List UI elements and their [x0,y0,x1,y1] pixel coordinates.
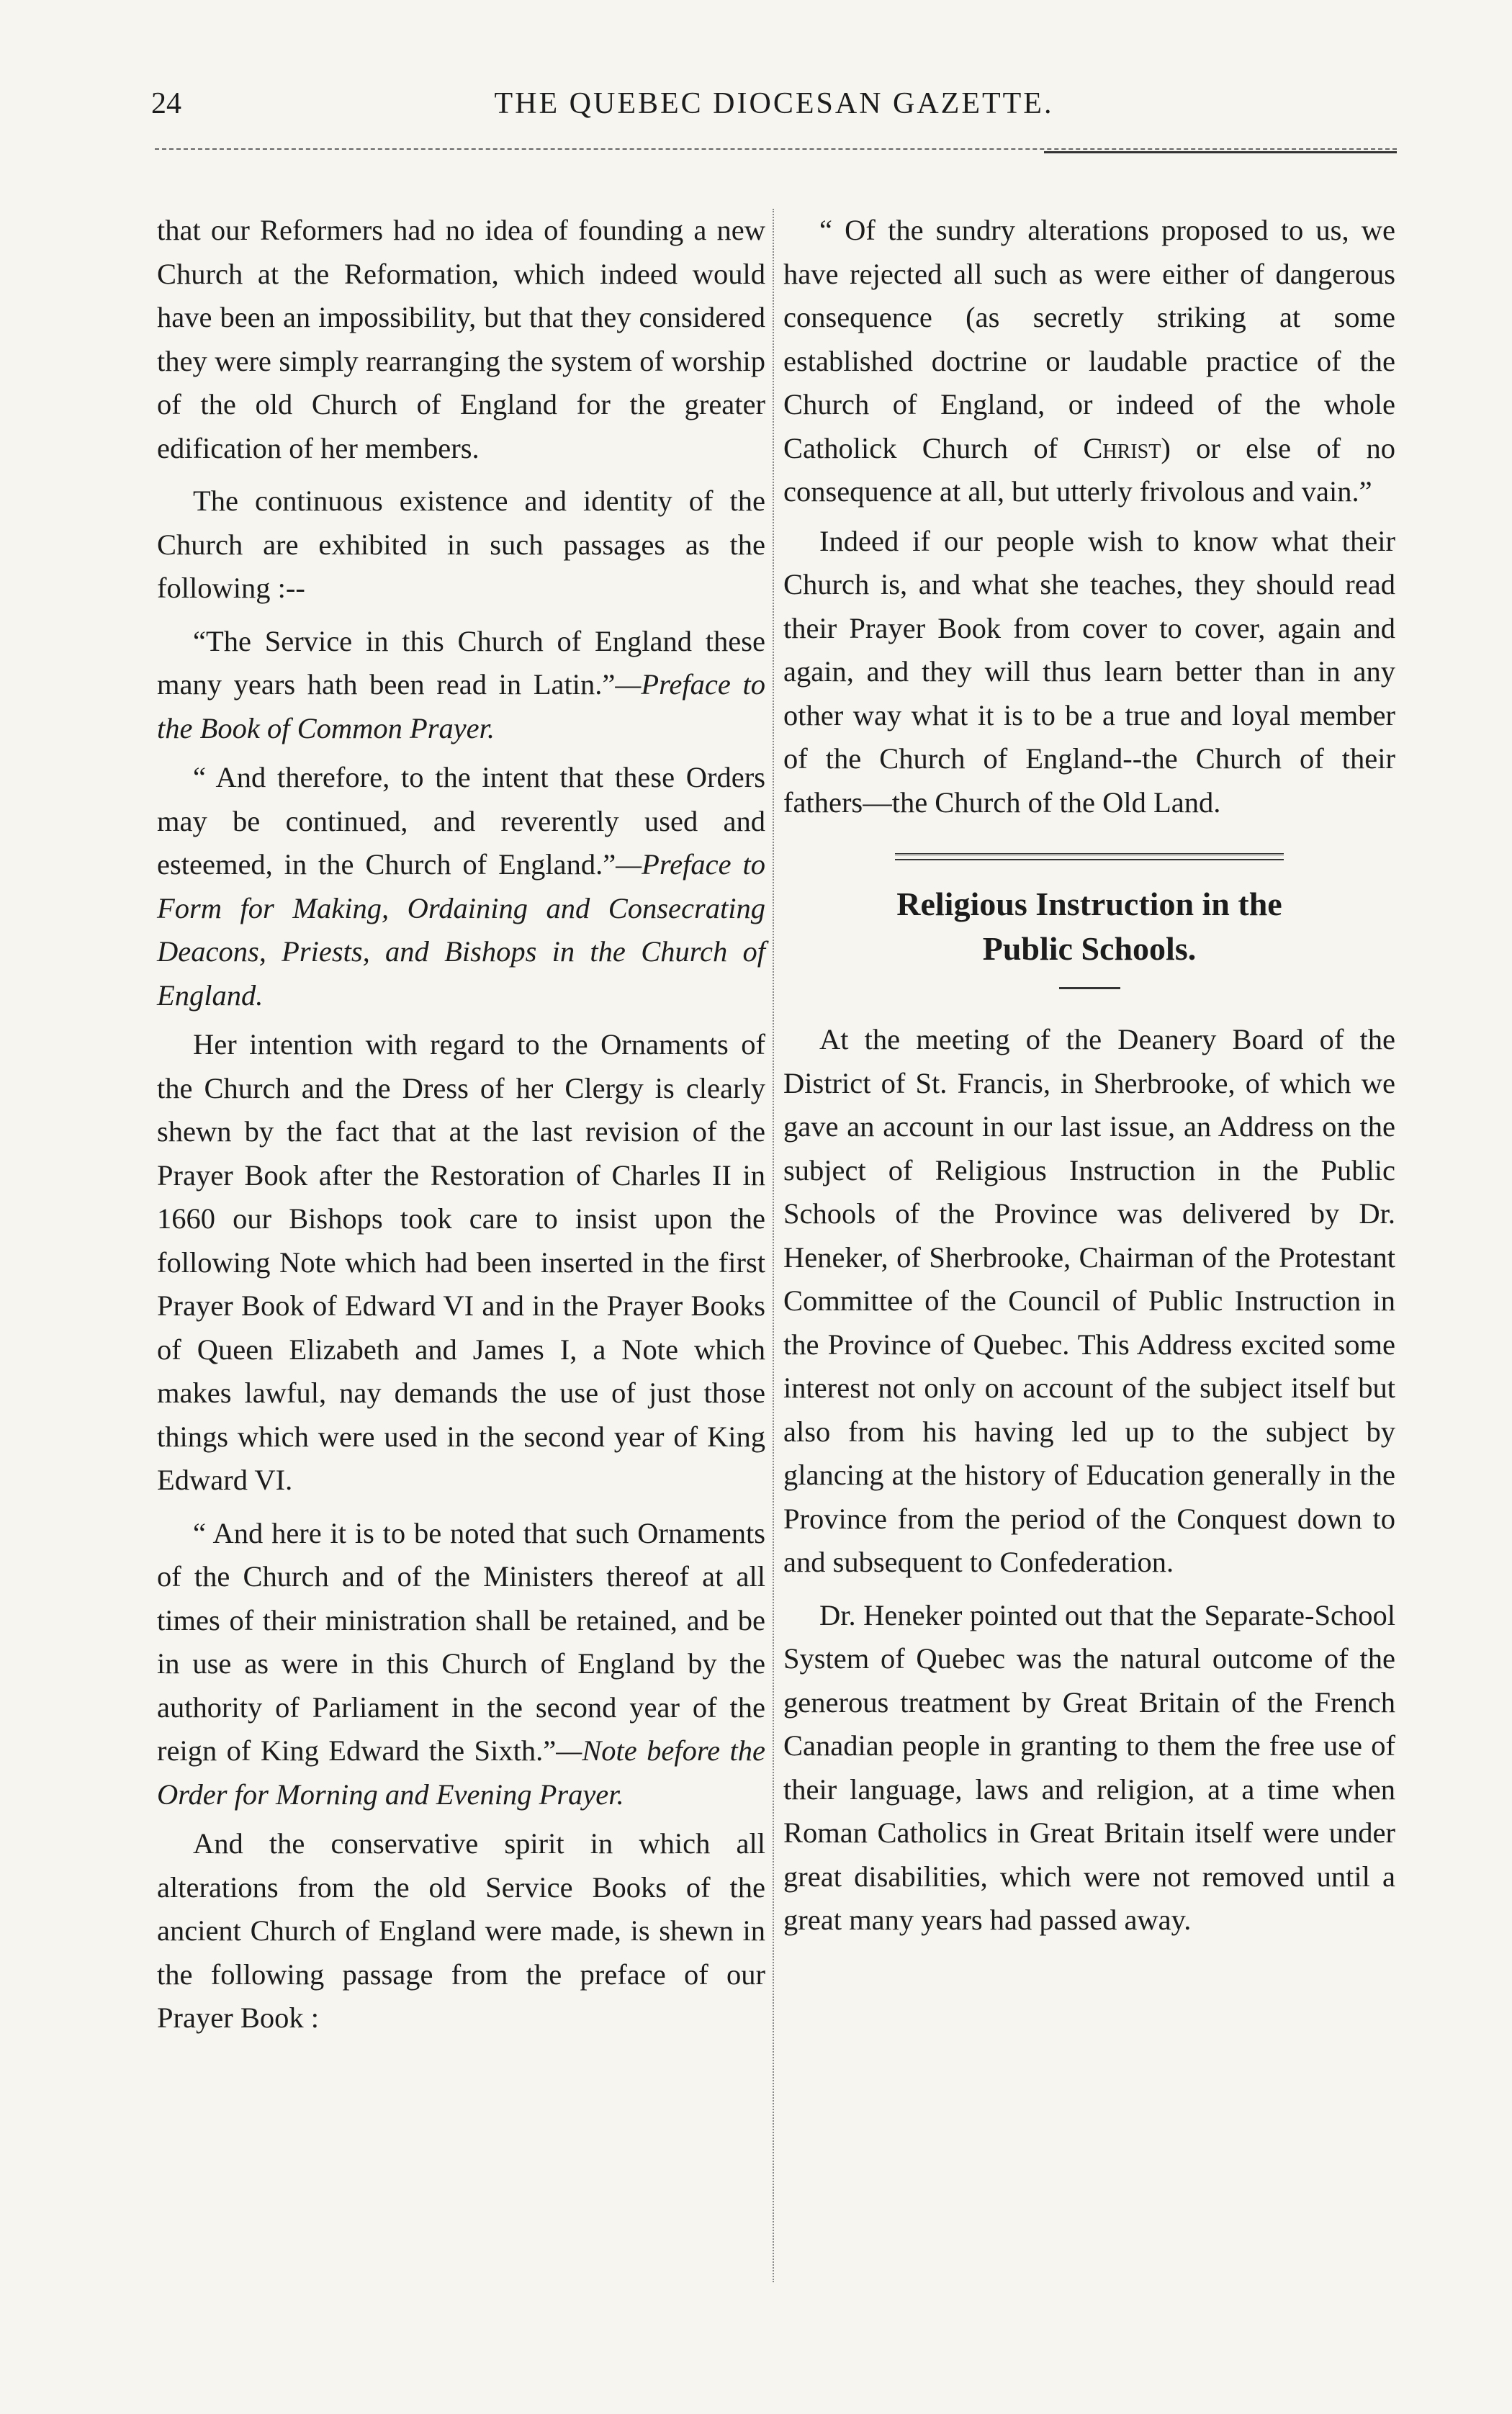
title-rule [1059,987,1120,989]
header-rule [155,148,1397,150]
quotation [157,620,765,751]
paragraph: And the conservative spirit in which all alterations from the old Service Books of the ancient Church of England were made, is shewn in the following passage from the preface of our Prayer Book : [157,1827,765,2034]
quotation-text: “ Of the sundry alterations proposed to us, we have rejected all such as were either of dangerous consequence (as secretly striking at some established doctrine or laudable practice of the Church of England, or indeed of the whole Catholick Church of [783,214,1395,464]
journal-title: THE QUEBEC DIOCESAN GAZETTE. [494,87,1054,120]
section-title-line: Public Schools. [982,930,1197,967]
quotation [157,1512,765,1817]
page-header [151,86,1397,144]
small-caps-word: Christ [1083,431,1161,464]
right-column [783,209,1395,1952]
quotation-text: ) or else of no consequence at all, but utterly frivolous and vain.” [783,431,1395,508]
page-number: 24 [151,87,181,120]
paragraph: Her intention with regard to the Ornaments of the Church and the Dress of her Clergy is clearly shewn by the fact that at the last revision of the Prayer Book after the Restoration of Charles II in 1660 our Bishops took care to insist upon the following Note which had been inserted in the first Prayer Book of Edward VI and in the Prayer Books of Queen Elizabeth and James I, a Note which makes lawful, nay demands the use of just those things which were used in the second year of King Edward VI. [157,1028,765,1496]
quotation-text: “ And here it is to be noted that such Ornaments of the Church and of the Ministers thereof at all times of their ministration shall be retained, and be in use as were in this Church of England by the authority of Parliament in the second year of the reign of King Edward the Sixth.” [157,1516,765,1767]
header-rule-accent [1044,151,1397,153]
quotation [157,756,765,1017]
paragraph: Dr. Heneker pointed out that the Separate-School System of Quebec was the natural outcome of the generous treatment by Great Britain of the French Canadian people in granting to them the free use of their language, laws and religion, at a time when Roman Catholics in Great Britain itself were under great disabilities, which were not removed until a great many years had passed away. [783,1598,1395,1936]
citation: —Note before the Order for Morning and Evening Prayer. [157,1734,765,1811]
section-title [783,882,1395,971]
citation: —Preface to Form for Making, Ordaining and Consecrating Deacons, Priests, and Bishops in the Church of England. [157,848,765,1012]
citation: —Preface to the Book of Common Prayer. [157,668,765,744]
paragraph: At the meeting of the Deanery Board of the District of St. Francis, in Sherbrooke, of which we gave an account in our last issue, an Address on the subject of Religious Instruction in the Public Schools of the Province was delivered by Dr. Heneker, of Sherbrooke, Chairman of the Protestant Committee of the Council of Public Instruction in the Province of Quebec. This Address excited some interest not only on account of the subject itself but also from his having led up to the subject by glancing at the history of Education generally in the Province from the period of the Conquest down to and subsequent to Confederation. [783,1023,1395,1578]
section-rule [895,853,1284,860]
quotation [783,209,1395,514]
quotation-text: “The Service in this Church of England these many years hath been read in Latin.” [157,624,765,701]
section-title-line: Religious Instruction in the [896,886,1282,922]
paragraph: Indeed if our people wish to know what their Church is, and what she teaches, they should read their Prayer Book from cover to cover, again and again, and they will thus learn better than in any other way what it is to be a true and loyal member of the Church of England--the Church of their fathers—the Church of the Old Land. [783,524,1395,819]
left-column [157,209,765,2050]
quotation-text: “ And therefore, to the intent that these Orders may be continued, and reverently used and esteemed, in the Church of England.” [157,761,765,881]
column-divider [773,209,774,2282]
paragraph: The continuous existence and identity of the Church are exhibited in such passages as the following :-- [157,485,765,604]
paragraph: that our Reformers had no idea of founding a new Church at the Reformation, which indeed would have been an impossibility, but that they considered they were simply rearranging the system of worship of the old Church of England for the greater edification of her members. [157,214,765,464]
